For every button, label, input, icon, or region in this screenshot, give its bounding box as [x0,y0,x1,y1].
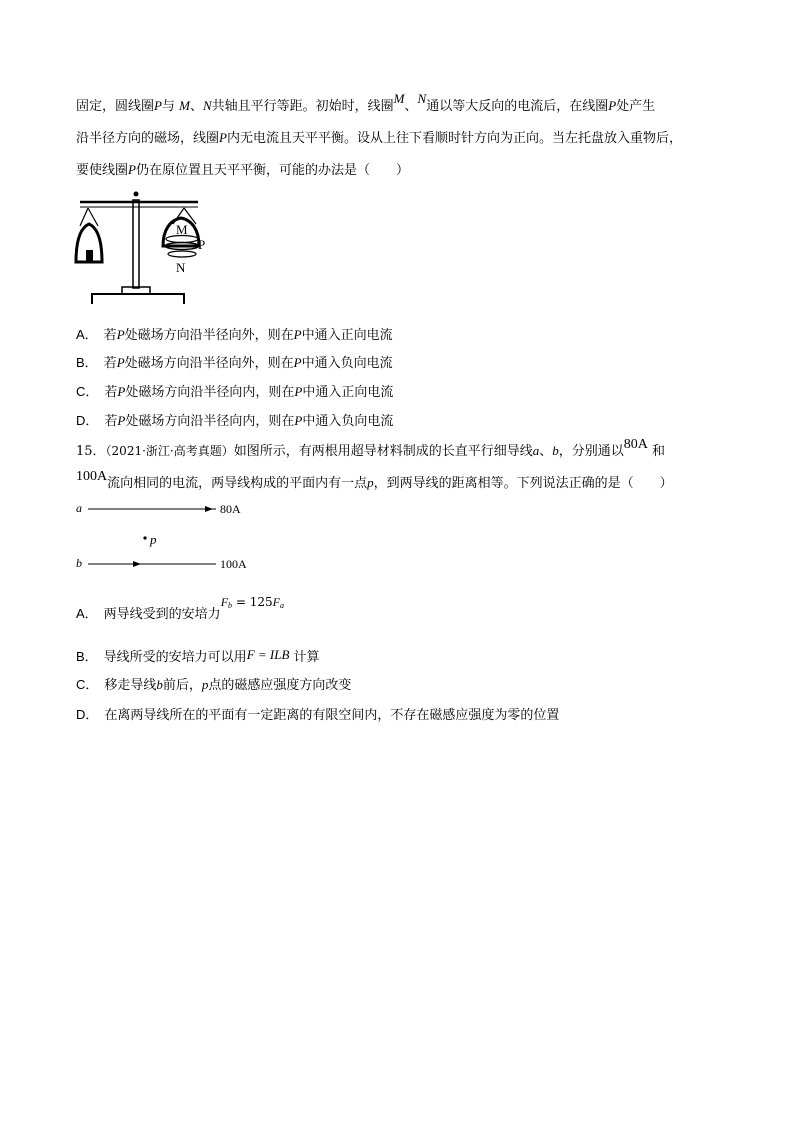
var-P: P [116,327,125,342]
var-M: M [393,91,405,106]
q15-stem-line1 [76,437,666,462]
text: 、 [404,99,418,114]
current-80A: 80A [623,437,648,452]
text: 若 [103,356,117,371]
sub-a: a [279,601,284,610]
text: 内无电流且天平平衡。设从上往下看顺时针方向为正向。当左托盘放入重物后， [226,131,682,146]
option-label: A． [76,606,98,621]
text: 在离两导线所在的平面有一定距离的有限空间内，不存在磁感应强度为零的位置 [104,708,560,723]
var-p: p [367,475,374,490]
q15-option-c[interactable] [76,675,351,696]
q14-option-c[interactable] [76,382,393,403]
text: 处磁场方向沿半径向外，则在 [124,356,294,371]
q14-stem-line2 [76,128,682,149]
formula-F-ILB: F = ILB [246,647,290,662]
text: 若 [104,385,118,400]
option-label: B． [76,355,98,370]
var-P: P [154,98,162,113]
q14-option-a[interactable] [76,325,393,346]
var-P: P [117,384,126,399]
var-P: P [293,327,302,342]
text: 、 [539,444,553,459]
option-label: A． [76,327,98,342]
label-current-b: 100A [220,557,247,571]
q15-option-b[interactable] [76,647,320,668]
var-P: P [128,162,136,177]
var-P: P [293,355,302,370]
text: 处磁场方向沿半径向内，则在 [125,414,295,429]
var-P: P [608,98,617,113]
label-N: N [176,260,186,275]
text: 与 [161,99,175,114]
var-P: P [116,355,125,370]
text: 中通入负向电流 [302,414,394,429]
text: 计算 [293,650,320,665]
label-M: M [176,222,188,237]
wires-figure [70,498,270,576]
text: 中通入正向电流 [302,385,394,400]
text: 若 [104,414,118,429]
text: 、 [189,99,203,114]
text: 流向相同的电流，两导线构成的平面内有一点 [107,476,368,491]
var-P: P [117,413,126,428]
q15-option-a[interactable] [76,595,284,628]
text: 通以等大反向的电流后，在线圈 [426,99,609,114]
text: 导线所受的安培力可以用 [103,650,247,665]
text: 和 [652,444,666,459]
question-source: （2021·浙江·高考真题） [105,444,234,458]
option-label: C． [76,384,99,399]
text: 处磁场方向沿半径向外，则在 [124,328,294,343]
var-M: M [179,98,190,113]
label-P: P [198,237,206,252]
var-b: b [552,443,559,458]
text: 沿半径方向的磁场，线圈 [76,131,220,146]
text: 若 [103,328,117,343]
label-wire-a: a [76,501,82,515]
q15-option-d[interactable] [76,705,559,726]
text: 两导线受到的安培力 [103,607,221,622]
eq: = 125 [232,595,273,609]
text: 移走导线 [104,678,157,693]
var-b: b [156,677,163,692]
option-label: D． [76,707,99,722]
option-label: D． [76,413,99,428]
sub-b: b [228,601,233,610]
var-N: N [417,91,427,106]
q15-stem-line2 [76,469,673,494]
var-a: a [532,443,540,458]
q14-option-b[interactable] [76,353,393,374]
label-wire-b: b [76,556,82,570]
var-P: P [294,413,303,428]
text: 处磁场方向沿半径向内，则在 [125,385,295,400]
text: 中通入负向电流 [301,356,393,371]
text: 共轴且平行等距。初始时，线圈 [211,99,394,114]
text: ，到两导线的距离相等。下列说法正确的是（ ） [373,476,673,491]
label-current-a: 80A [220,502,241,516]
text: 处产生 [616,99,656,114]
balance-figure [70,186,206,308]
q14-stem-line1 [76,91,656,117]
option-label: C． [76,677,99,692]
text: 固定，圆线圈 [76,99,155,114]
text: ，分别通以 [558,444,624,459]
label-point-p: p [150,532,157,547]
var-N: N [202,98,212,113]
q14-option-d[interactable] [76,411,393,432]
var-P: P [294,384,303,399]
text: 点的磁感应强度方向改变 [208,678,352,693]
q14-stem-line3 [76,160,409,181]
text: 仍在原位置且天平平衡，可能的办法是（ ） [135,163,409,178]
option-label: B． [76,649,98,664]
current-100A: 100A [76,469,108,484]
formula-Fb-125Fa [221,595,284,609]
var-p: p [201,677,209,692]
F: F [272,595,280,609]
var-P: P [219,130,227,145]
text: 要使线圈 [76,163,129,178]
text: 中通入正向电流 [301,328,393,343]
question-number: 15． [76,444,106,459]
text: 如图所示，有两根用超导材料制成的长直平行细导线 [233,444,533,459]
F: F [220,595,229,609]
text: 前后， [162,678,202,693]
